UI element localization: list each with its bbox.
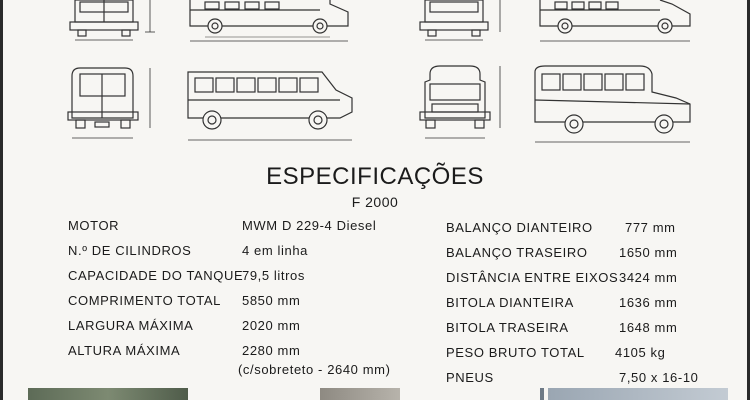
- drawing-side-view-top-left: [190, 0, 348, 41]
- drawing-side-view-bottom-right: [535, 66, 690, 142]
- drawing-side-view-bottom-left: [188, 72, 352, 140]
- spec-value-max-height: 2280 mm: [242, 343, 301, 358]
- photo-left: [28, 388, 188, 400]
- spec-label-rear-track: BITOLA TRASEIRA: [446, 320, 569, 335]
- photo-strip: [0, 386, 750, 400]
- spec-label-motor: MOTOR: [68, 218, 120, 233]
- spec-value-rear-overhang: 1650 mm: [619, 245, 678, 260]
- spec-note-max-height: (c/sobreteto - 2640 mm): [238, 362, 391, 377]
- spec-value-tank-capacity: 79,5 litros: [242, 268, 305, 283]
- drawing-rear-view-bottom-left: [68, 68, 150, 138]
- drawing-front-view-top-left: [70, 0, 155, 40]
- spec-label-front-overhang: BALANÇO DIANTEIRO: [446, 220, 593, 235]
- spec-label-rear-overhang: BALANÇO TRASEIRO: [446, 245, 588, 260]
- photo-center: [320, 388, 400, 400]
- spec-value-total-length: 5850 mm: [242, 293, 301, 308]
- drawing-front-view-top-right: [420, 0, 500, 40]
- model-name: F 2000: [351, 194, 399, 210]
- spec-value-wheelbase: 3424 mm: [619, 270, 678, 285]
- spec-label-max-height: ALTURA MÁXIMA: [68, 343, 181, 358]
- drawing-front-view-bottom-right: [420, 66, 500, 138]
- spec-value-cylinders: 4 em linha: [242, 243, 308, 258]
- spec-value-front-overhang: 777 mm: [625, 220, 676, 235]
- spec-label-cylinders: N.º DE CILINDROS: [68, 243, 192, 258]
- drawing-side-view-top-right: [540, 0, 690, 41]
- photo-right-edge: [540, 388, 544, 400]
- photo-right: [548, 388, 728, 400]
- spec-label-wheelbase: DISTÂNCIA ENTRE EIXOS: [446, 270, 619, 285]
- spec-value-front-track: 1636 mm: [619, 295, 678, 310]
- spec-value-motor: MWM D 229-4 Diesel: [242, 218, 377, 233]
- spec-label-front-track: BITOLA DIANTEIRA: [446, 295, 574, 310]
- page-title: ESPECIFICAÇÕES: [266, 163, 484, 190]
- spec-label-tank-capacity: CAPACIDADE DO TANQUE: [68, 268, 244, 283]
- spec-value-max-width: 2020 mm: [242, 318, 301, 333]
- spec-label-max-width: LARGURA MÁXIMA: [68, 318, 194, 333]
- spec-value-rear-track: 1648 mm: [619, 320, 678, 335]
- spec-label-gross-weight: PESO BRUTO TOTAL: [446, 345, 585, 360]
- technical-drawings: [0, 0, 750, 150]
- spec-value-gross-weight: 4105 kg: [615, 345, 666, 360]
- spec-label-total-length: COMPRIMENTO TOTAL: [68, 293, 221, 308]
- spec-label-tires: PNEUS: [446, 370, 494, 385]
- spec-value-tires: 7,50 x 16-10: [619, 370, 699, 385]
